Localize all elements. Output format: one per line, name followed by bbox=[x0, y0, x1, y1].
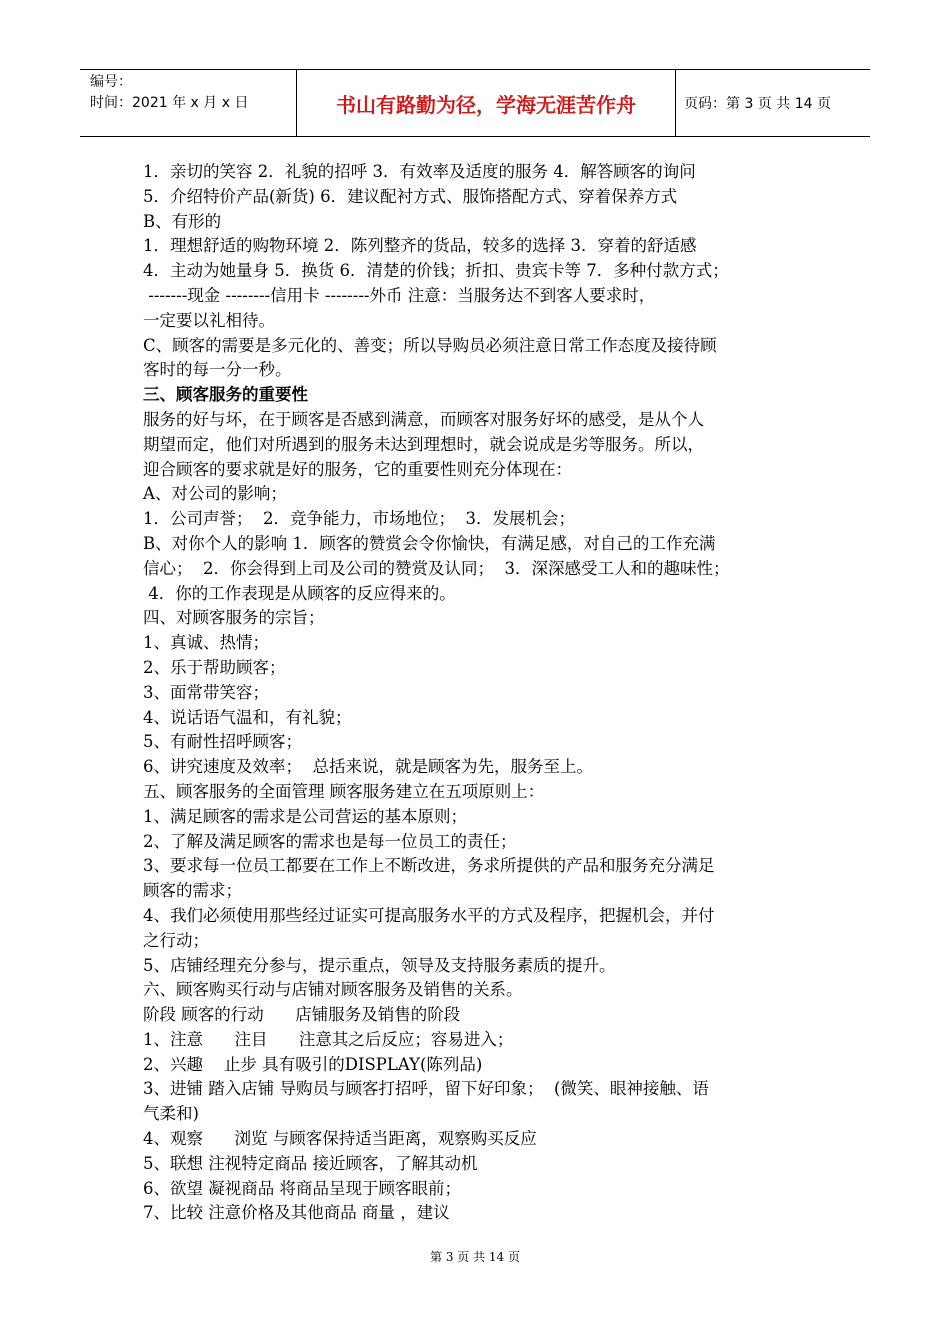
text-line: 服务的好与坏，在于顾客是否感到满意，而顾客对服务好坏的感受，是从个人 bbox=[143, 409, 704, 429]
text-line: B、有形的 bbox=[143, 211, 222, 231]
text-line: 2、乐于帮助顾客； bbox=[143, 657, 286, 677]
text-line: 客时的每一分一秒。 bbox=[143, 360, 292, 380]
text-line: 四、对顾客服务的宗旨； bbox=[143, 608, 325, 628]
number-label: 编号： bbox=[90, 74, 132, 90]
text-line: 六、顾客购买行动与店铺对顾客服务及销售的关系。 bbox=[143, 980, 523, 1000]
text-line: 4．你的工作表现是从顾客的反应得来的。 bbox=[143, 583, 456, 603]
page-header bbox=[80, 69, 870, 137]
text-line: 5．介绍特价产品(新货) 6．建议配衬方式、服饰搭配方式、穿着保养方式 bbox=[143, 186, 678, 206]
text-line: 顾客的需求； bbox=[143, 881, 242, 901]
text-line: 6、讲究速度及效率； 总括来说，就是顾客为先，服务至上。 bbox=[143, 757, 593, 777]
date-label: 时间：2021 年 x 月 x 日 bbox=[90, 95, 249, 111]
text-line: 3、进铺 踏入店铺 导购员与顾客打招呼，留下好印象； (微笑、眼神接触、语 bbox=[143, 1079, 709, 1099]
text-line: 3、面常带笑容； bbox=[143, 682, 269, 702]
text-line: 4、说话语气温和，有礼貌； bbox=[143, 707, 352, 727]
text-line: 期望而定，他们对所遇到的服务未达到理想时，就会说成是劣等服务。所以， bbox=[143, 434, 704, 454]
header-page-label: 页码：第 3 页 共 14 页 bbox=[684, 96, 831, 112]
text-line: 4、观察 浏览 与顾客保持适当距离，观察购买反应 bbox=[143, 1129, 537, 1149]
text-line: 之行动； bbox=[143, 930, 209, 950]
text-line: 4．主动为她量身 5．换货 6．清楚的价钱；折扣、贵宾卡等 7．多种付款方式； bbox=[143, 261, 729, 281]
text-line: 4、我们必须使用那些经过证实可提高服务水平的方式及程序，把握机会，并付 bbox=[143, 905, 715, 925]
text-line: 1．公司声誉； 2．竞争能力，市场地位； 3．发展机会； bbox=[143, 509, 575, 529]
page-footer: 第 3 页 共 14 页 bbox=[430, 1250, 520, 1264]
text-line: 2、兴趣 止步 具有吸引的DISPLAY(陈列品) bbox=[143, 1054, 483, 1074]
text-line: B、对你个人的影响 1．顾客的赞赏会令你愉快，有满足感，对自己的工作充满 bbox=[143, 533, 716, 553]
text-line: 阶段 顾客的行动 店铺服务及销售的阶段 bbox=[143, 1005, 461, 1025]
text-line: 一定要以礼相待。 bbox=[143, 310, 275, 330]
section-heading: 三、顾客服务的重要性 bbox=[143, 385, 308, 405]
text-line: 1．理想舒适的购物环境 2．陈列整齐的货品，较多的选择 3．穿着的舒适感 bbox=[143, 236, 697, 256]
text-line: 5、联想 注视特定商品 接近顾客，了解其动机 bbox=[143, 1153, 478, 1173]
text-line: 5、店铺经理充分参与，提示重点，领导及支持服务素质的提升。 bbox=[143, 955, 616, 975]
text-line: 5、有耐性招呼顾客； bbox=[143, 732, 302, 752]
text-line: 3、要求每一位员工都要在工作上不断改进，务求所提供的产品和服务充分满足 bbox=[143, 856, 715, 876]
text-line: 6、欲望 凝视商品 将商品呈现于顾客眼前； bbox=[143, 1178, 461, 1198]
text-line: -------现金 --------信用卡 --------外币 注意：当服务达不到客人要求时， bbox=[143, 285, 656, 305]
text-line: 迎合顾客的要求就是好的服务，它的重要性则充分体现在： bbox=[143, 459, 572, 479]
header-motto: 书山有路勤为径，学海无涯苦作舟 bbox=[297, 70, 676, 136]
text-line: 1、注意 注目 注意其之后反应；容易进入； bbox=[143, 1029, 514, 1049]
text-line: C、顾客的需要是多元化的、善变；所以导购员必须注意日常工作态度及接待顾 bbox=[143, 335, 717, 355]
text-line: 1．亲切的笑容 2．礼貌的招呼 3．有效率及适度的服务 4．解答顾客的询问 bbox=[143, 162, 696, 181]
text-line: 信心； 2．你会得到上司及公司的赞赏及认同； 3．深深感受工人和的趣味性； bbox=[143, 558, 730, 578]
text-line: 气柔和) bbox=[143, 1104, 199, 1124]
header-meta bbox=[80, 70, 297, 136]
text-line: 五、顾客服务的全面管理 顾客服务建立在五项原则上： bbox=[143, 781, 545, 801]
text-line: 7、比较 注意价格及其他商品 商量 ，建议 bbox=[143, 1203, 450, 1223]
document-body bbox=[143, 160, 823, 1226]
text-line: 1、真诚、热情； bbox=[143, 633, 269, 653]
text-line: 2、了解及满足顾客的需求也是每一位员工的责任； bbox=[143, 831, 517, 851]
text-line: 1、满足顾客的需求是公司营运的基本原则； bbox=[143, 806, 467, 826]
text-line: A、对公司的影响； bbox=[143, 484, 287, 504]
